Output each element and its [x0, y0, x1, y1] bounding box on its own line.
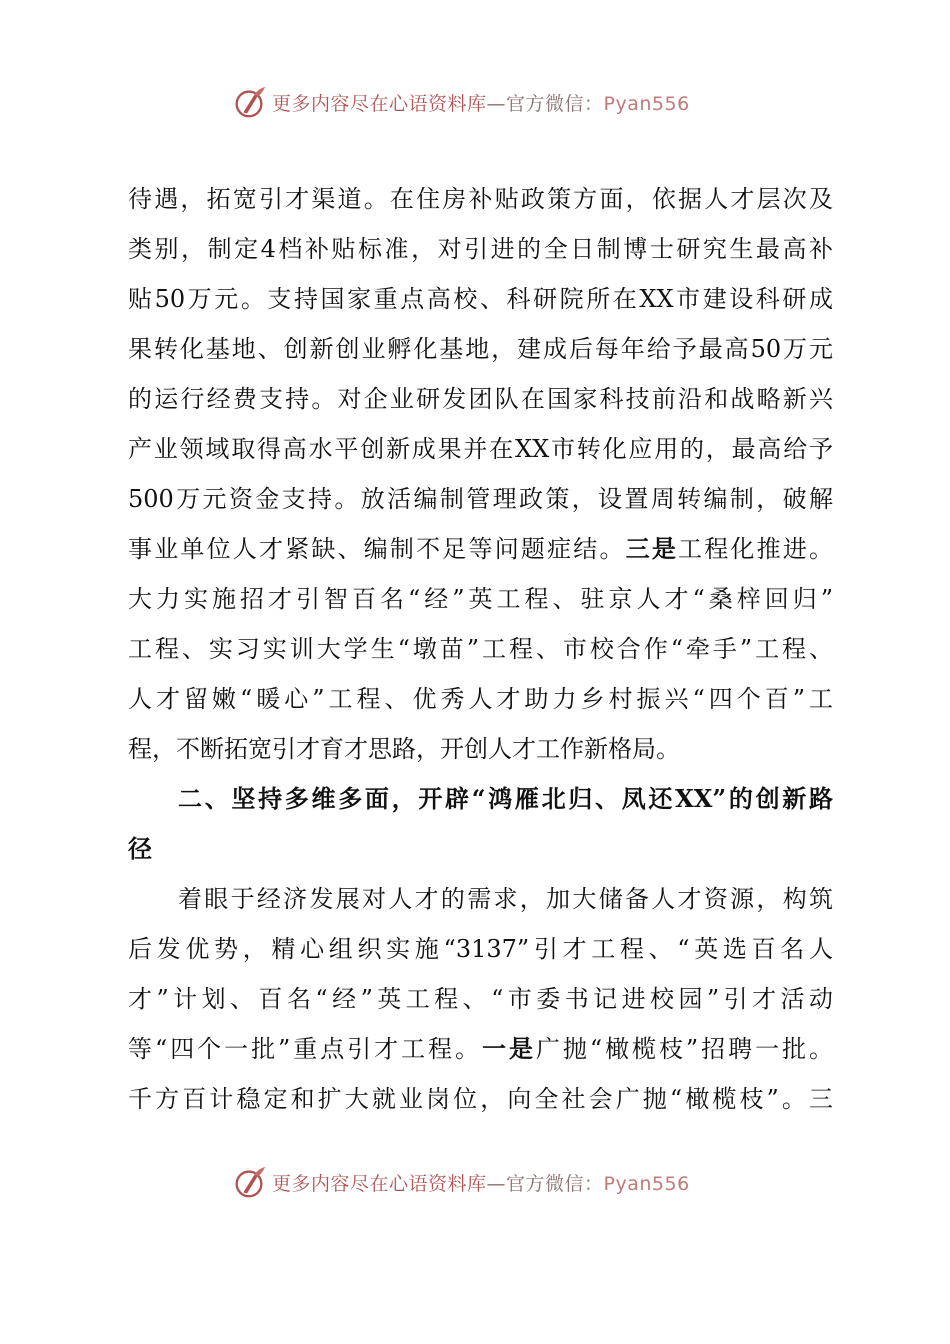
body-line: 人才留嫩“暖心”工程、优秀人才助力乡村振兴“四个百”工	[128, 685, 833, 713]
body-line: 工程、实习实训大学生“墩苗”工程、市校合作“牵手”工程、	[128, 635, 833, 663]
bold-marker: 三是	[625, 534, 679, 563]
section-heading: 二、坚持多维多面，开辟“鸿雁北归、凤还XX”的创新路	[178, 784, 833, 813]
banner-text	[272, 89, 690, 116]
body-line	[128, 524, 833, 574]
banner-wechat-label: 官方微信：	[506, 1172, 604, 1195]
body-line: 贴50万元。支持国家重点高校、科研院所在XX市建设科研成	[128, 285, 833, 313]
body-line: 500万元资金支持。放活编制管理政策，设置周转编制，破解	[128, 485, 833, 513]
body-text: 等“四个一批”重点引才工程。	[128, 1035, 482, 1063]
body-line: 才”计划、百名“经”英工程、“市委书记进校园”引才活动	[128, 985, 833, 1013]
header-watermark-banner	[230, 82, 750, 122]
body-line: 的运行经费支持。对企业研发团队在国家科技前沿和战略新兴	[128, 385, 833, 413]
banner-title: 更多内容尽在心语资料库	[272, 1172, 487, 1195]
quill-logo-icon	[230, 1163, 268, 1201]
section-heading-continued: 径	[128, 834, 152, 863]
banner-title: 更多内容尽在心语资料库	[272, 92, 487, 115]
banner-wechat-id: Pyan556	[603, 92, 690, 115]
document-body	[128, 174, 833, 1124]
body-text: 广抛“橄榄枝”招聘一批。	[535, 1035, 833, 1063]
banner-dash: —	[486, 92, 507, 115]
body-line: 千方百计稳定和扩大就业岗位，向全社会广抛“橄榄枝”。三	[128, 1085, 833, 1113]
body-line: 果转化基地、创新创业孵化基地，建成后每年给予最高50万元	[128, 335, 833, 363]
body-line: 着眼于经济发展对人才的需求，加大储备人才资源，构筑	[178, 885, 833, 913]
body-line: 类别，制定4档补贴标准，对引进的全日制博士研究生最高补	[128, 235, 833, 263]
quill-logo-icon	[230, 83, 268, 121]
body-line: 大力实施招才引智百名“经”英工程、驻京人才“桑梓回归”	[128, 585, 833, 613]
footer-watermark-banner	[230, 1162, 750, 1202]
body-line: 后发优势，精心组织实施“3137”引才工程、“英选百名人	[128, 935, 833, 963]
body-text: 事业单位人才紧缺、编制不足等问题症结。	[128, 535, 626, 563]
body-line: 产业领域取得高水平创新成果并在XX市转化应用的，最高给予	[128, 435, 833, 463]
body-line: 程，不断拓宽引才育才思路，开创人才工作新格局。	[128, 735, 680, 763]
banner-wechat-id: Pyan556	[603, 1172, 690, 1195]
banner-dash: —	[486, 1172, 507, 1195]
banner-text	[272, 1169, 690, 1196]
banner-wechat-label: 官方微信：	[506, 92, 604, 115]
body-line: 待遇，拓宽引才渠道。在住房补贴政策方面，依据人才层次及	[128, 185, 833, 213]
body-line	[128, 1024, 833, 1074]
body-text: 工程化推进。	[678, 535, 834, 563]
bold-marker: 一是	[481, 1034, 536, 1063]
